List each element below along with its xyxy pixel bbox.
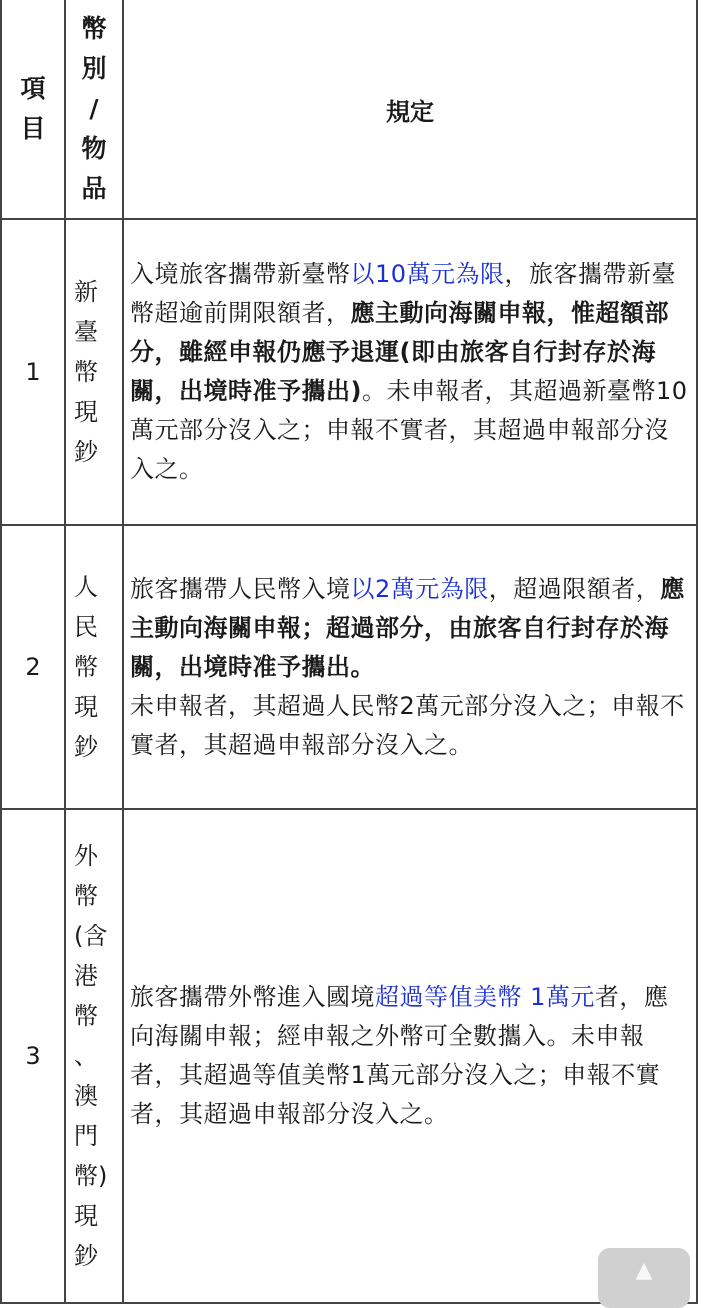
currency-char: 現	[74, 693, 98, 721]
header-rule: 規定	[123, 0, 697, 219]
currency-char: 、	[74, 1042, 98, 1070]
row-rule	[123, 809, 697, 1303]
currency-char: 幣	[74, 653, 98, 681]
scroll-to-top-button[interactable]	[598, 1248, 690, 1308]
chevron-up-icon: ▲	[635, 1258, 653, 1283]
currency-char: 新	[74, 278, 98, 306]
table-row	[1, 219, 697, 525]
currency-char: 門	[74, 1122, 98, 1150]
rule-bold-text: 應主動向海關申報；超過部分，由旅客自行封存於海關，出境時准予攜出。	[130, 574, 685, 681]
row-currency	[65, 219, 123, 525]
row-number: 3	[1, 809, 65, 1303]
currency-char: 鈔	[74, 1242, 98, 1270]
rule-text: 旅客攜帶外幣進入國境	[130, 983, 375, 1011]
rule-text: ，超過限額者，	[488, 574, 661, 603]
rule-text: 入境旅客攜帶新臺幣	[130, 260, 351, 288]
currency-char: 幣	[74, 882, 98, 910]
rule-text: 未申報者，其超過人民幣2萬元部分沒入之；申報不實者，其超過申報部分沒入之。	[130, 691, 685, 759]
currency-char: 幣)	[74, 1162, 108, 1190]
currency-char: 鈔	[74, 733, 98, 761]
row-currency	[65, 809, 123, 1303]
header-currency-char: /	[89, 94, 99, 123]
header-item-char: 項	[20, 74, 46, 103]
rule-text: 者，應向海關申報；經申報之外幣可全數攜入。未申報者，其超過等值美幣1萬元部分沒入之；申報不實者，其超過申報部分沒入之。	[130, 983, 669, 1128]
currency-char: 幣	[74, 1002, 98, 1030]
rule-text: ，旅客攜帶新臺幣超逾前開限額者，	[130, 260, 677, 327]
header-currency	[65, 0, 123, 219]
currency-char: 現	[74, 1202, 98, 1230]
currency-char: (含	[74, 922, 108, 950]
row-number: 1	[1, 219, 65, 525]
table-row	[1, 809, 697, 1303]
header-currency-char: 品	[81, 174, 107, 203]
table-header-row	[1, 0, 697, 219]
currency-char: 民	[74, 613, 98, 641]
header-currency-char: 物	[81, 134, 107, 163]
row-number: 2	[1, 525, 65, 809]
header-currency-char: 幣	[81, 14, 107, 43]
currency-char: 人	[74, 573, 98, 601]
row-rule	[123, 219, 697, 525]
row-currency	[65, 525, 123, 809]
rule-bold-text: 應主動向海關申報，惟超額部分，雖經申報仍應予退運(即由旅客自行封存於海關，出境時准予攜出)	[130, 299, 669, 405]
header-item-char: 目	[20, 114, 46, 143]
currency-char: 澳	[74, 1082, 98, 1110]
header-item	[1, 0, 65, 219]
currency-char: 鈔	[74, 438, 98, 466]
currency-char: 現	[74, 398, 98, 426]
rule-limit-link[interactable]: 以10萬元為限	[350, 260, 505, 288]
table-row	[1, 525, 697, 809]
row-rule	[123, 525, 697, 809]
currency-char: 臺	[74, 318, 98, 346]
header-currency-char: 別	[81, 54, 107, 83]
rule-limit-link[interactable]: 以2萬元為限	[350, 574, 489, 603]
currency-char: 幣	[74, 358, 98, 386]
currency-char: 外	[74, 842, 98, 870]
rule-text: 。未申報者，其超過新臺幣10萬元部分沒入之；申報不實者，其超過申報部分沒入之。	[130, 377, 688, 483]
rule-limit-link[interactable]: 超過等值美幣 1萬元	[375, 983, 595, 1011]
currency-char: 港	[74, 962, 98, 990]
rule-text: 旅客攜帶人民幣入境	[130, 574, 351, 603]
